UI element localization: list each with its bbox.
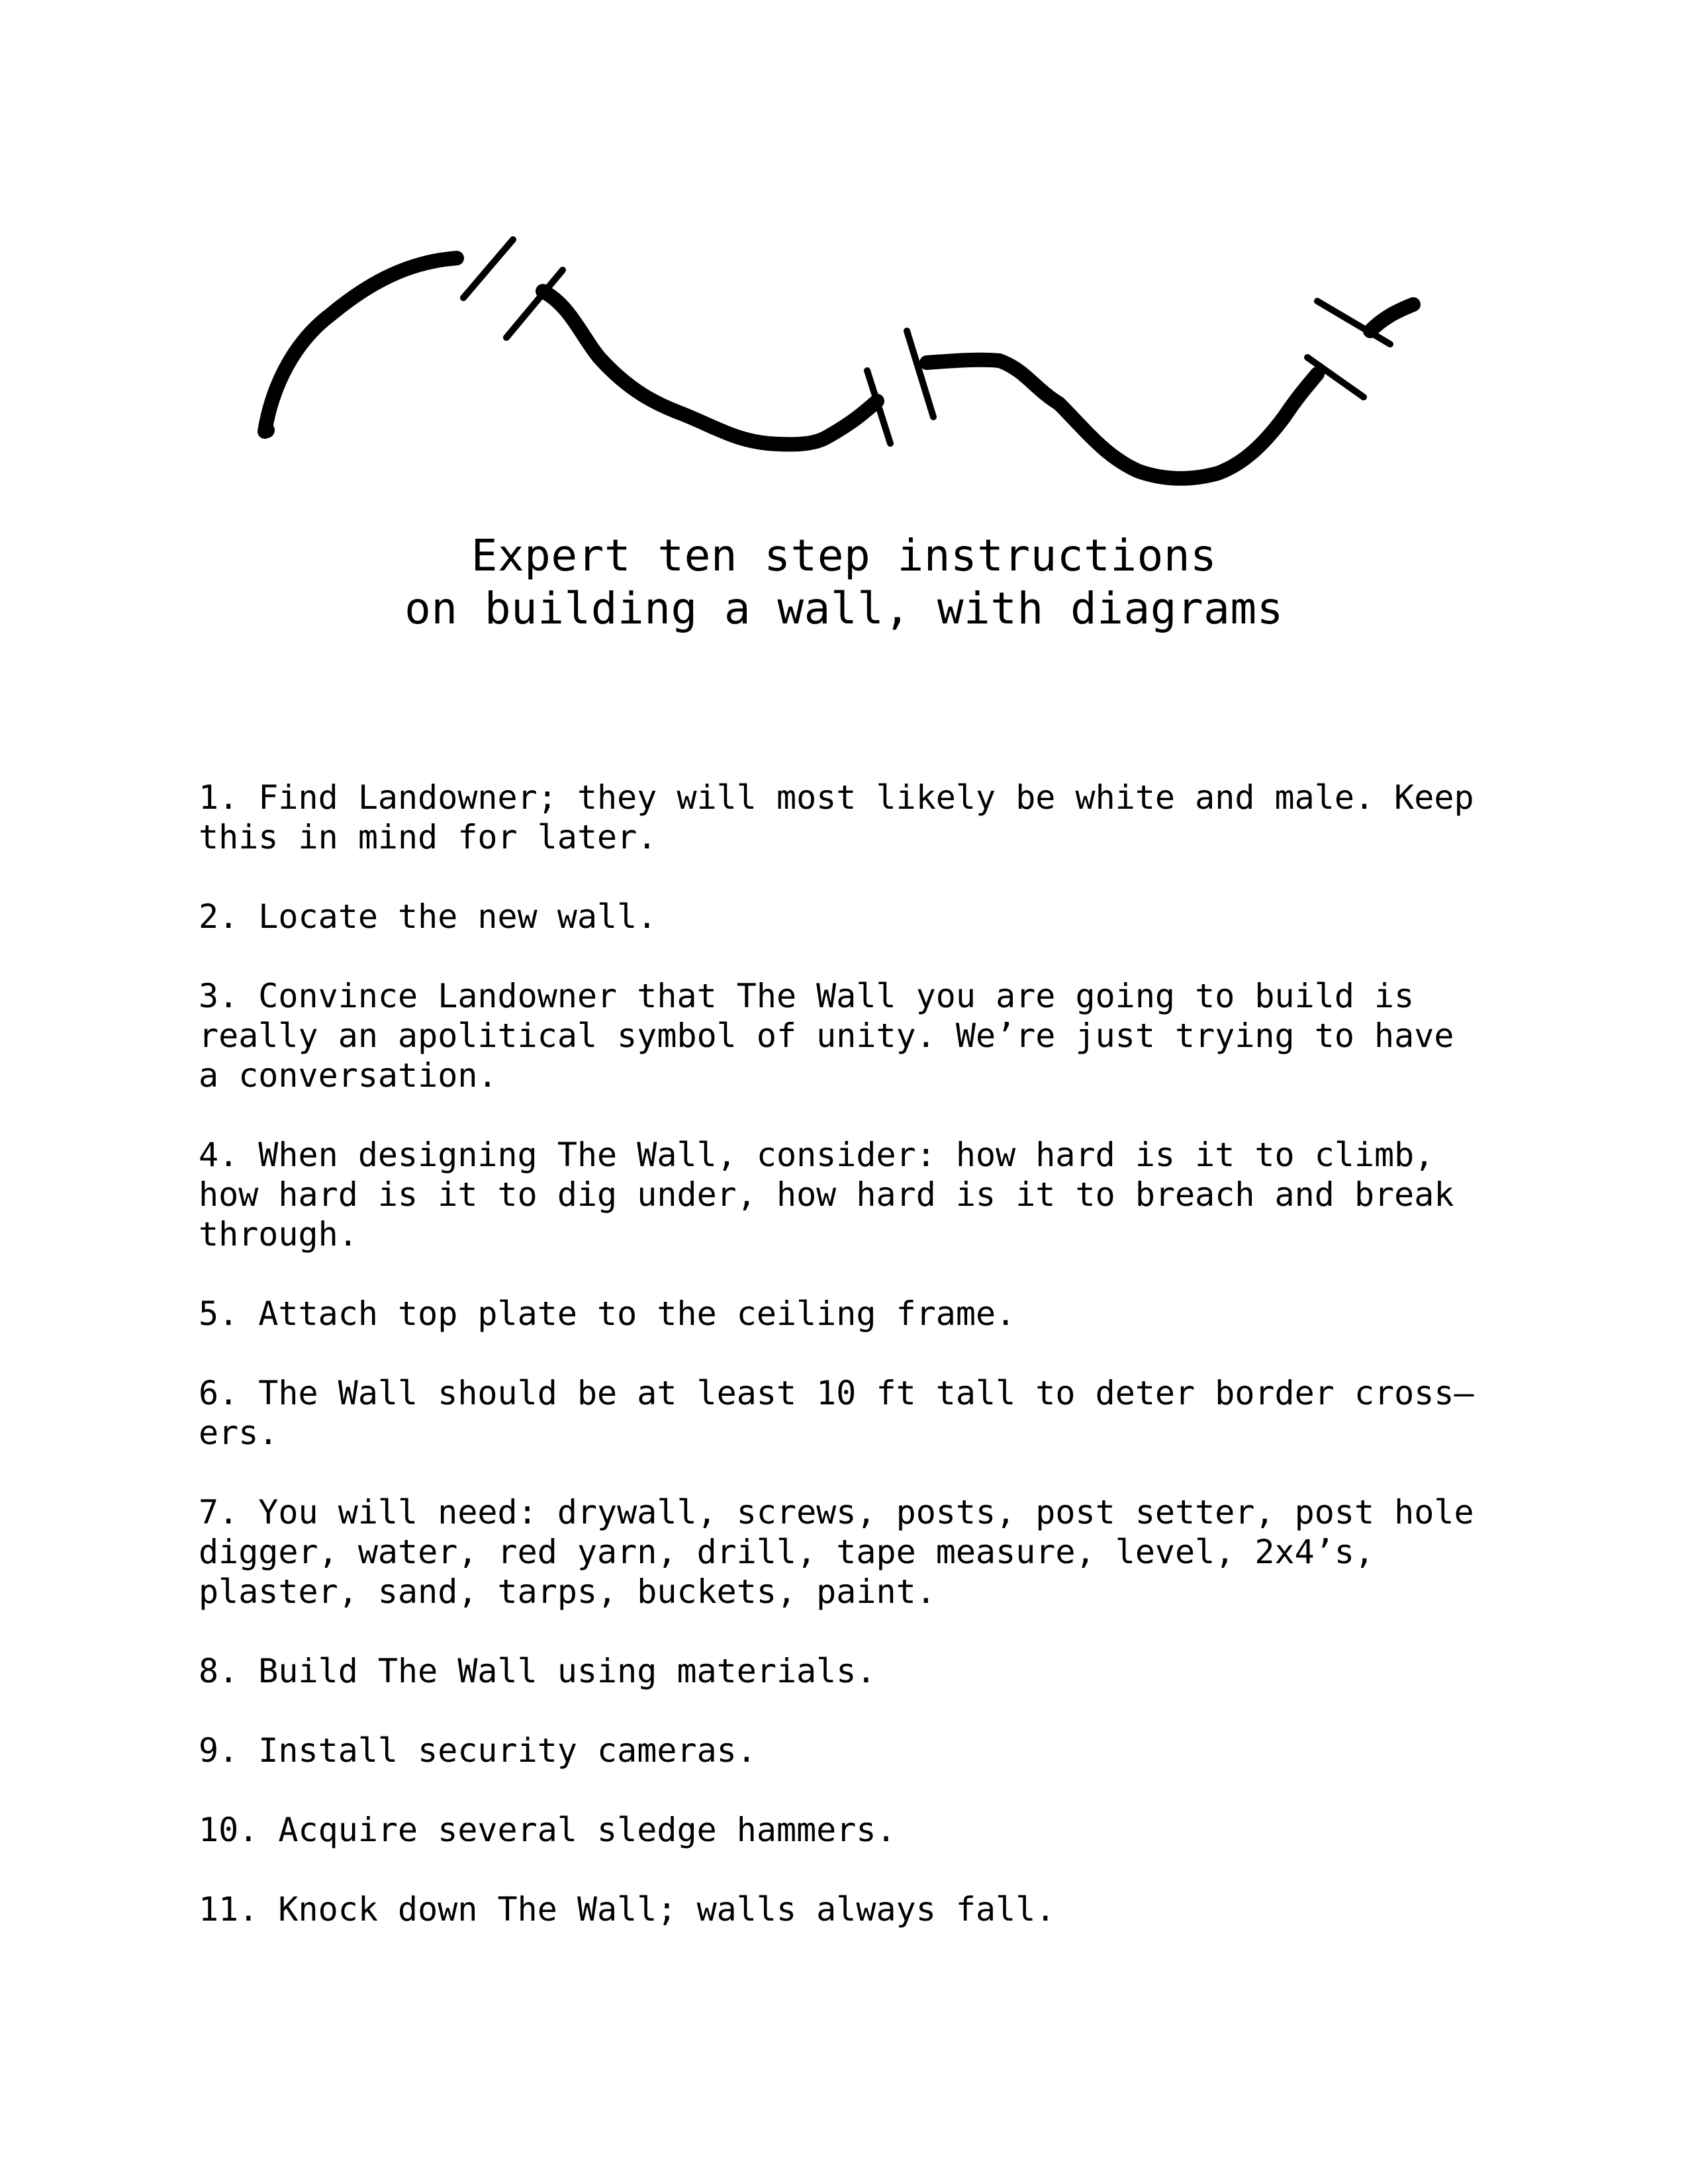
wire-barb <box>463 240 513 298</box>
step-4: 4. When designing The Wall, consider: how hard is it to climb, how hard is it to dig under, how hard is it to breach and break through. <box>199 1136 1454 1253</box>
wire-strand <box>1370 304 1413 331</box>
title-line-1: Expert ten step instructions <box>471 530 1217 581</box>
step-8: 8. Build The Wall using materials. <box>199 1652 876 1690</box>
wire-strand <box>265 258 457 432</box>
step-11: 11. Knock down The Wall; walls always fall. <box>199 1890 1056 1929</box>
title-line-2: on building a wall, with diagrams <box>404 583 1284 634</box>
wire-strand <box>543 291 877 444</box>
step-6: 6. The Wall should be at least 10 ft tall to deter border cross– ers. <box>199 1374 1474 1452</box>
step-2: 2. Locate the new wall. <box>199 897 657 936</box>
step-1: 1. Find Landowner; they will most likely be white and male. Keep this in mind for later. <box>199 778 1474 856</box>
step-7: 7. You will need: drywall, screws, posts, post setter, post hole digger, water, red yarn, drill, tape measure, level, 2x4’s, plaster, sand, tarps, buckets, paint. <box>199 1493 1474 1611</box>
page-title <box>0 529 1688 635</box>
barbed-wire-icon <box>238 218 1443 510</box>
step-3: 3. Convince Landowner that The Wall you are going to build is really an apolitical symbol of unity. We’re just trying to have a conversation. <box>199 977 1454 1095</box>
instruction-list <box>199 778 1536 1969</box>
wire-end <box>259 422 275 438</box>
step-10: 10. Acquire several sledge hammers. <box>199 1811 896 1849</box>
wire-barb <box>907 331 933 417</box>
wire-strand <box>927 360 1317 478</box>
step-5: 5. Attach top plate to the ceiling frame. <box>199 1295 1016 1333</box>
step-9: 9. Install security cameras. <box>199 1731 757 1770</box>
